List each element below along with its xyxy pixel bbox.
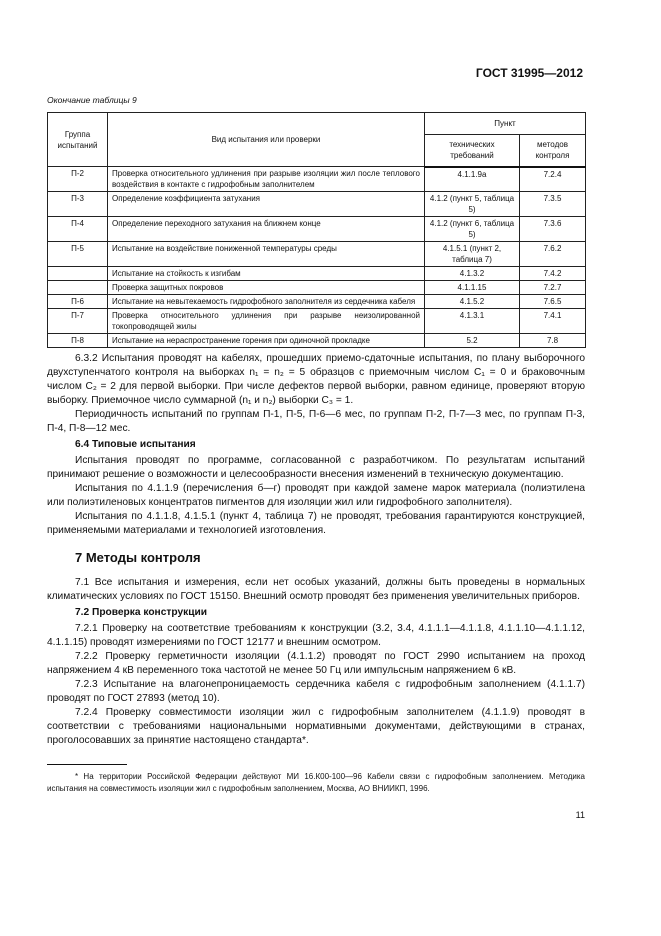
cell-tech: 4.1.1.15: [425, 281, 520, 295]
cell-methods: 7.6.5: [520, 295, 586, 309]
cell-tech: 4.1.5.2: [425, 295, 520, 309]
cell-tech: 5.2: [425, 334, 520, 348]
cell-kind: Проверка защитных покровов: [108, 281, 425, 295]
paragraph-7-2-3: 7.2.3 Испытание на влагонепроницаемость сердечника кабеля с гидрофобным заполнением (4.1.1.7) проводят по ГОСТ 27893 (метод 10).: [47, 679, 585, 704]
table-row: [48, 267, 586, 281]
table-row: [48, 167, 586, 192]
paragraph-6-4-b: Испытания по 4.1.1.9 (перечисления б—г) проводят при каждой замене марок материала (полиэтилена или полиэтиленовых концентратов пигментов для изоляции жил или гидрофобного заполнителя).: [47, 483, 585, 508]
header-kind: Вид испытания или проверки: [108, 113, 425, 167]
header-tech: технических требований: [425, 135, 520, 167]
table-row: [48, 309, 586, 334]
table-row: [48, 281, 586, 295]
cell-tech: 4.1.3.2: [425, 267, 520, 281]
paragraph-7-2-4: 7.2.4 Проверку совместимости изоляции жил с гидрофобным заполнителем (4.1.1.9) проводят в соответствии с требованиями национальными нормативными документами, действующими в странах, проголосовавших за принятие настоящено стандарта*.: [47, 707, 585, 746]
cell-group: [48, 281, 108, 295]
cell-group: П-8: [48, 334, 108, 348]
cell-group: П-7: [48, 309, 108, 334]
table-row: [48, 334, 586, 348]
cell-tech: 4.1.5.1 (пункт 2, таблица 7): [425, 242, 520, 267]
paragraph-6-3-2: 6.3.2 Испытания проводят на кабелях, прошедших приемо-сдаточные испытания, по плану выборочного двухступенчатого контроля на выборках n₁ = n₂ = 5 образцов с приемочным числом C₁ = 0 и браковочным числом C₂ = 2 для первой выборки. При числе дефектов первой выборки, равном единице, проверяют вторую выборку. Приемочное число суммарной (n₁ и n₂) выборки C₃ = 1.: [47, 353, 585, 406]
cell-kind: Проверка относительного удлинения при разрыве изоляции жил после теплового воздействия в контакте с гидрофобным заполнителем: [108, 167, 425, 192]
paragraph-6-4-a: Испытания проводят по программе, согласованной с разработчиком. По результатам испытаний принимают решение о возможности и целесообразности внесения изменений в техническую документацию.: [47, 455, 585, 480]
cell-group: П-5: [48, 242, 108, 267]
header-clause: Пункт: [425, 113, 586, 135]
cell-tech: 4.1.1.9а: [425, 167, 520, 192]
heading-6-4: 6.4 Типовые испытания: [75, 439, 196, 450]
cell-methods: 7.4.2: [520, 267, 586, 281]
cell-group: П-3: [48, 192, 108, 217]
footnote-divider: [47, 764, 127, 765]
cell-methods: 7.2.7: [520, 281, 586, 295]
page-number: 11: [575, 810, 585, 820]
cell-kind: Определение коэффициента затухания: [108, 192, 425, 217]
table-row: [48, 295, 586, 309]
table-row: [48, 217, 586, 242]
cell-methods: 7.3.6: [520, 217, 586, 242]
heading-7: 7 Методы контроля: [75, 550, 201, 565]
cell-group: П-6: [48, 295, 108, 309]
footnote: * На территории Российской Федерации действуют МИ 16.К00-100—96 Кабели связи с гидрофобным заполнением. Методика испытания на совместимость изоляции жил с гидрофобным заполнением, Москва, АО ВНИИКП, 1996.: [47, 772, 585, 793]
cell-methods: 7.2.4: [520, 167, 586, 192]
paragraph-periodicity: Периодичность испытаний по группам П-1, П-5, П-6—6 мес, по группам П-2, П-7—3 мес, по группам П-3, П-4, П-8—12 мес.: [47, 409, 585, 434]
cell-group: П-2: [48, 167, 108, 192]
cell-tech: 4.1.2 (пункт 5, таблица 5): [425, 192, 520, 217]
header-group: Группа испытаний: [48, 113, 108, 167]
cell-kind: Проверка относительного удлинения при разрыве неизолированной токопроводящей жилы: [108, 309, 425, 334]
cell-tech: 4.1.2 (пункт 6, таблица 5): [425, 217, 520, 242]
cell-methods: 7.3.5: [520, 192, 586, 217]
page-content: [47, 94, 585, 821]
paragraph-7-2-1: 7.2.1 Проверку на соответствие требованиям к конструкции (3.2, 3.4, 4.1.1.1—4.1.1.8, 4.1.1.10—4.1.1.12, 4.1.1.15) проводят измерениями по ГОСТ 12177 и внешним осмотром.: [47, 623, 585, 648]
table-row: [48, 242, 586, 267]
table-row: [48, 192, 586, 217]
paragraph-6-4-c: Испытания по 4.1.1.8, 4.1.5.1 (пункт 4, таблица 7) не проводят, требования гарантируются конструкцией, применяемыми материалами и технологией изготовления.: [47, 511, 585, 536]
cell-tech: 4.1.3.1: [425, 309, 520, 334]
cell-methods: 7.6.2: [520, 242, 586, 267]
cell-kind: Испытание на воздействие пониженной температуры среды: [108, 242, 425, 267]
cell-kind: Испытание на стойкость к изгибам: [108, 267, 425, 281]
heading-7-2: 7.2 Проверка конструкции: [75, 607, 208, 618]
standard-number: ГОСТ 31995—2012: [475, 66, 583, 80]
table-caption: Окончание таблицы 9: [47, 95, 137, 105]
cell-methods: 7.4.1: [520, 309, 586, 334]
paragraph-7-1: 7.1 Все испытания и измерения, если нет особых указаний, должны быть проведены в нормальных климатических условиях по ГОСТ 15150. Внешний осмотр проводят без применения увеличительных приборов.: [47, 577, 585, 602]
paragraph-7-2-2: 7.2.2 Проверку герметичности изоляции (4.1.1.2) проводят по ГОСТ 2990 испытанием на проход напряжением 4 кВ переменного тока частотой не менее 50 Гц или импульсным напряжением 6 кВ.: [47, 651, 585, 676]
document-body: [47, 352, 585, 821]
cell-group: [48, 267, 108, 281]
cell-kind: Определение переходного затухания на ближнем конце: [108, 217, 425, 242]
cell-kind: Испытание на невытекаемость гидрофобного заполнителя из сердечника кабеля: [108, 295, 425, 309]
cell-group: П-4: [48, 217, 108, 242]
tests-table: [47, 112, 586, 348]
cell-methods: 7.8: [520, 334, 586, 348]
cell-kind: Испытание на нераспространение горения при одиночной прокладке: [108, 334, 425, 348]
header-methods: методов контроля: [520, 135, 586, 167]
